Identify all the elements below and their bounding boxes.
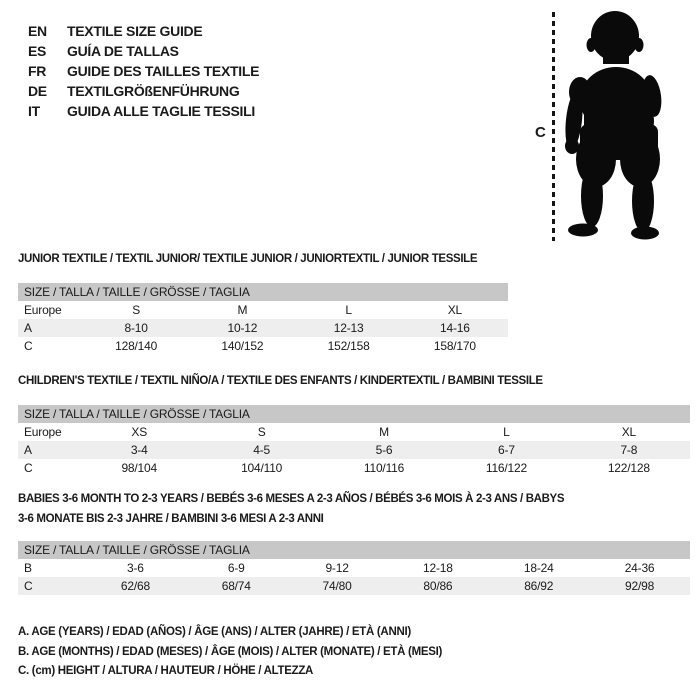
cell-value: 128/140 (115, 339, 158, 353)
childrens-textile-table (18, 374, 690, 477)
cell-value: 3-4 (130, 443, 148, 457)
footnote-item: A. AGE (YEARS) / EDAD (AÑOS) / ÂGE (ANS) / ALTER (JAHRE) / ETÀ (ANNI) (18, 626, 411, 638)
row-label: C (24, 579, 33, 593)
table-header-bar: SIZE / TALLA / TAILLE / GRÖSSE / TAGLIA (18, 405, 690, 423)
language-guide-item (28, 81, 259, 101)
cell-value: 10-12 (227, 321, 258, 335)
language-guide-item (28, 61, 259, 81)
cell-value: 122/128 (607, 461, 650, 475)
cell-value: 92/98 (625, 579, 655, 593)
cell-value: 104/110 (241, 461, 283, 475)
table-row-a (18, 441, 690, 459)
language-code: ES (28, 43, 47, 59)
language-guide-title: TEXTILE SIZE GUIDE (67, 23, 203, 39)
language-guide-title: GUIDE DES TAILLES TEXTILE (67, 63, 260, 79)
cell-value: 74/80 (322, 579, 352, 593)
language-guide-title: GUIDA ALLE TAGLIE TESSILI (67, 103, 255, 119)
table-body (18, 423, 690, 477)
cell-value: 110/116 (363, 461, 405, 475)
language-code: DE (28, 83, 47, 99)
cell-value: L (503, 425, 510, 439)
table-title: BABIES 3-6 MONTH TO 2-3 YEARS / BEBÉS 3-6 MESES A 2-3 AÑOS / BÉBÉS 3-6 MOIS À 2-3 ANS / BABYS 3-6 MONATE BIS 2-3 JAHRE / BAMBINI 3-6 MESI A 2-3 ANNI (18, 493, 565, 525)
language-code: FR (28, 63, 47, 79)
cell-value: M (237, 303, 248, 317)
cell-value: 86/92 (524, 579, 554, 593)
cell-value: 12-18 (423, 561, 453, 575)
table-header-bar: SIZE / TALLA / TAILLE / GRÖSSE / TAGLIA (18, 283, 508, 301)
cell-value: 140/152 (221, 339, 264, 353)
toddler-silhouette-icon (560, 8, 675, 245)
cell-value: 6-9 (227, 561, 245, 575)
language-guide-item (28, 21, 259, 41)
footnote-list (18, 623, 442, 682)
row-label: A (24, 443, 32, 457)
table-row-europe (18, 423, 690, 441)
cell-value: XL (621, 425, 636, 439)
cell-value: 80/86 (423, 579, 453, 593)
cell-value: 5-6 (375, 443, 393, 457)
cell-value: 18-24 (523, 561, 554, 575)
table-header-bar: SIZE / TALLA / TAILLE / GRÖSSE / TAGLIA (18, 541, 690, 559)
cell-value: 158/170 (433, 339, 476, 353)
cell-value: 6-7 (498, 443, 515, 457)
language-guide-item (28, 41, 259, 61)
table-body (18, 559, 690, 595)
height-measure-label: C (535, 124, 546, 141)
row-label: C (24, 461, 33, 475)
table-row-a (18, 319, 508, 337)
language-guide-item (28, 101, 259, 121)
footnote-item: C. (cm) HEIGHT / ALTURA / HAUTEUR / HÖHE / ALTEZZA (18, 665, 314, 677)
table-title: CHILDREN'S TEXTILE / TEXTIL NIÑO/A / TEXTILE DES ENFANTS / KINDERTEXTIL / BAMBINI TESSILE (18, 375, 543, 387)
cell-value: 3-6 (127, 561, 144, 575)
table-row-c (18, 337, 508, 355)
cell-value: 14-16 (440, 321, 470, 335)
cell-value: 152/158 (327, 339, 370, 353)
height-measure-dashed-line (552, 12, 555, 241)
junior-textile-table (18, 252, 508, 355)
cell-value: 98/104 (121, 461, 157, 475)
row-label: A (24, 321, 32, 335)
table-row-b (18, 559, 690, 577)
cell-value: 12-13 (333, 321, 364, 335)
language-code: EN (28, 23, 47, 39)
cell-value: 68/74 (221, 579, 251, 593)
cell-value: XS (131, 425, 147, 439)
babies-textile-table (18, 489, 690, 595)
row-label: B (24, 561, 32, 575)
table-row-c (18, 459, 690, 477)
cell-value: M (379, 425, 389, 439)
cell-value: 7-8 (620, 443, 638, 457)
cell-value: XL (447, 303, 463, 317)
row-label: Europe (24, 425, 62, 439)
footnote-item: B. AGE (MONTHS) / EDAD (MESES) / ÂGE (MOIS) / ALTER (MONATE) / ETÀ (MESI) (18, 645, 443, 658)
table-row-c (18, 577, 690, 595)
cell-value: 62/68 (120, 579, 150, 593)
cell-value: 4-5 (253, 443, 270, 457)
language-guide-title: TEXTILGRÖßENFÜHRUNG (67, 83, 240, 99)
cell-value: 9-12 (325, 561, 349, 575)
table-title: JUNIOR TEXTILE / TEXTIL JUNIOR/ TEXTILE JUNIOR / JUNIORTEXTIL / JUNIOR TESSILE (18, 253, 478, 265)
table-body (18, 301, 508, 355)
cell-value: S (132, 303, 141, 317)
cell-value: 116/122 (485, 461, 527, 475)
cell-value: L (345, 303, 352, 317)
row-label: Europe (24, 303, 62, 317)
cell-value: 8-10 (124, 321, 148, 335)
cell-value: S (257, 425, 266, 439)
table-row-europe (18, 301, 508, 319)
row-label: C (24, 339, 33, 353)
language-guide-title: GUÍA DE TALLAS (67, 43, 179, 59)
language-code: IT (28, 103, 40, 119)
cell-value: 24-36 (624, 561, 655, 575)
language-title-list (28, 21, 259, 121)
